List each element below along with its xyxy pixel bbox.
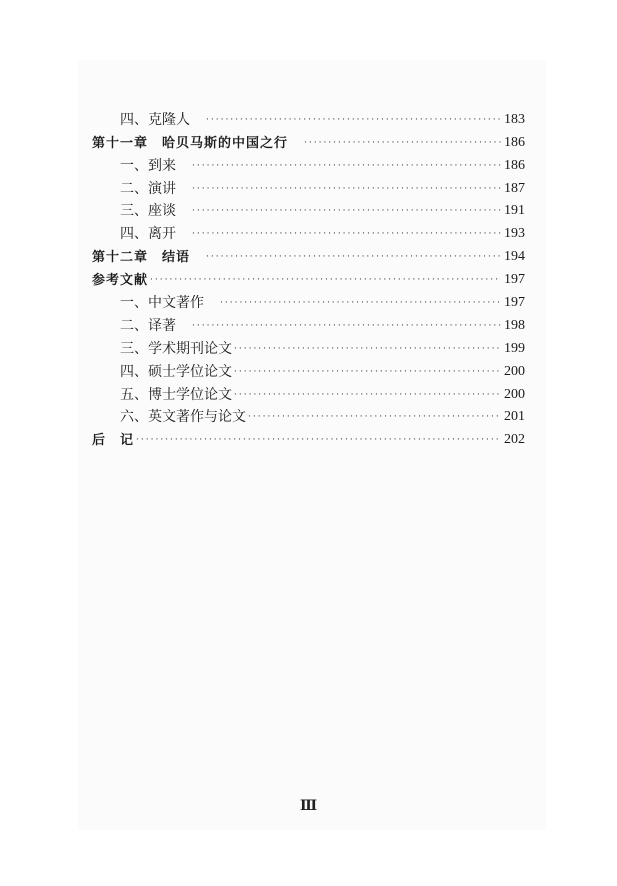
table-of-contents [92, 104, 525, 447]
toc-entry-title: 第十一章 哈贝马斯的中国之行 [92, 135, 289, 151]
toc-entry-page: 202 [504, 432, 525, 448]
toc-entry[interactable] [92, 402, 525, 425]
toc-entry[interactable] [92, 287, 525, 310]
toc-entry-title: 第十二章 结语 [92, 250, 191, 266]
toc-entry-page: 193 [504, 226, 525, 242]
toc-entry-title: 六、英文著作与论文 [120, 409, 246, 426]
toc-entry-title: 参考文献 [92, 273, 149, 289]
toc-entry-title: 一、到来 [120, 157, 176, 174]
toc-entry-title: 三、学术期刊论文 [120, 340, 232, 357]
dot-leader [192, 207, 501, 216]
dot-leader [206, 253, 501, 262]
dot-leader [234, 345, 501, 354]
dot-leader [304, 139, 501, 148]
dot-leader [234, 368, 501, 377]
toc-entry-title: 五、博士学位论文 [120, 386, 232, 403]
toc-entry-title: 三、座谈 [120, 203, 176, 220]
toc-entry-chapter[interactable] [92, 241, 525, 264]
toc-entry-page: 197 [504, 272, 525, 288]
toc-entry[interactable] [92, 333, 525, 356]
toc-entry-page: 197 [504, 295, 525, 311]
toc-entry[interactable] [92, 356, 525, 379]
toc-entry-page: 187 [504, 180, 525, 196]
dot-leader [150, 276, 501, 285]
toc-entry-page: 183 [504, 111, 525, 127]
toc-entry-title: 一、中文著作 [120, 295, 204, 312]
toc-entry-title: 四、硕士学位论文 [120, 363, 232, 380]
dot-leader [192, 230, 501, 239]
dot-leader [206, 116, 501, 125]
dot-leader [192, 185, 501, 194]
toc-entry[interactable] [92, 218, 525, 241]
toc-entry-page: 201 [504, 409, 525, 425]
toc-entry-title: 二、译著 [120, 317, 176, 334]
dot-leader [220, 299, 501, 308]
toc-entry[interactable] [92, 150, 525, 173]
toc-entry-title: 四、克隆人 [120, 111, 190, 128]
toc-entry[interactable] [92, 104, 525, 127]
toc-entry-title: 四、离开 [120, 226, 176, 243]
toc-entry-page: 198 [504, 317, 525, 333]
toc-entry-chapter[interactable] [92, 424, 525, 447]
dot-leader [136, 436, 501, 445]
toc-entry-page: 194 [504, 249, 525, 265]
toc-entry[interactable] [92, 310, 525, 333]
toc-entry-title: 后 记 [92, 433, 135, 449]
toc-entry-chapter[interactable] [92, 127, 525, 150]
toc-entry[interactable] [92, 196, 525, 219]
toc-entry-page: 200 [504, 363, 525, 379]
toc-entry-page: 186 [504, 157, 525, 173]
toc-entry-page: 199 [504, 340, 525, 356]
dot-leader [234, 391, 501, 400]
dot-leader [248, 413, 501, 422]
toc-entry[interactable] [92, 173, 525, 196]
toc-entry-page: 186 [504, 134, 525, 150]
toc-entry-page: 200 [504, 386, 525, 402]
toc-entry-title: 二、演讲 [120, 180, 176, 197]
toc-entry-chapter[interactable] [92, 264, 525, 287]
toc-entry[interactable] [92, 379, 525, 402]
toc-entry-page: 191 [504, 203, 525, 219]
dot-leader [192, 162, 501, 171]
page-number-roman: Ⅲ [299, 799, 318, 814]
dot-leader [192, 322, 501, 331]
